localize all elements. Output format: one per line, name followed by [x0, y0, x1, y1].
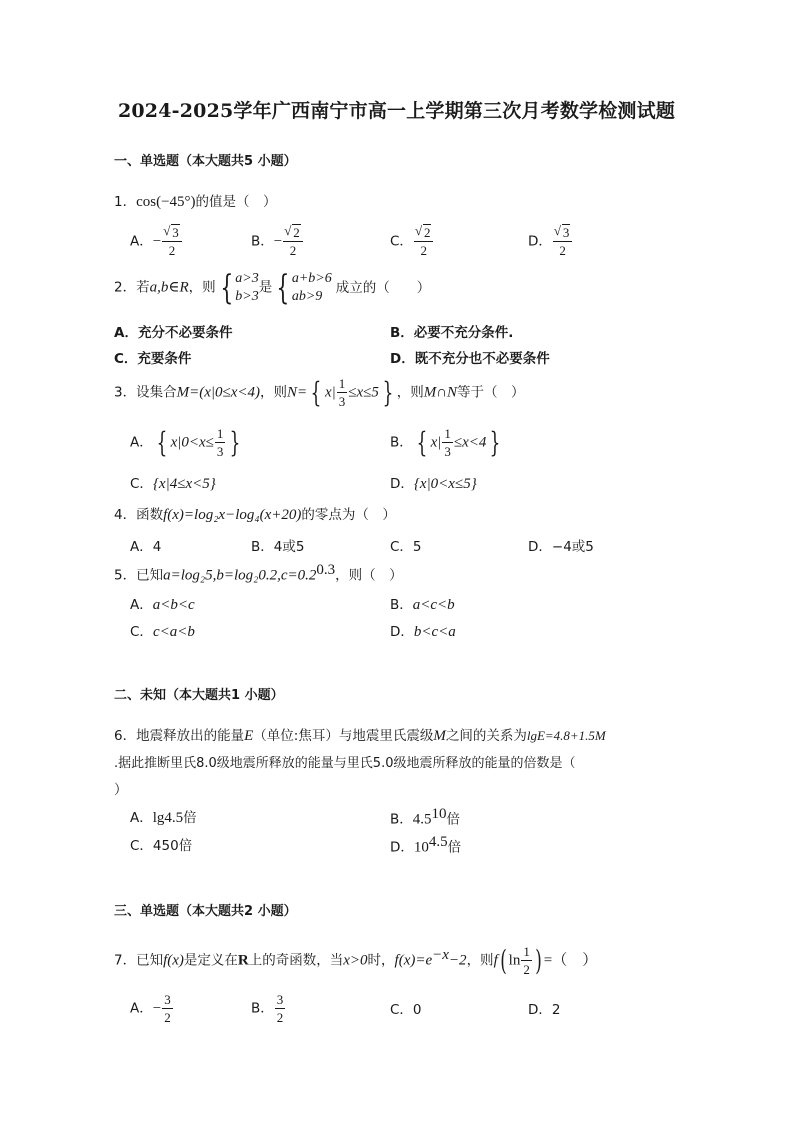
option-7c: C．0	[390, 1002, 422, 1018]
section-heading-1: 一、单选题（本大题共5 小题）	[114, 154, 297, 169]
fraction: √ $\frac{2}{2}$	[283, 226, 303, 257]
math-expression: cos(−45°)	[136, 194, 196, 210]
option-4d: D．−4或5	[528, 539, 594, 555]
option-6d: D．$10^{4.5}$倍	[390, 834, 462, 856]
page-title: 2024-2025学年广西南宁市高一上学期第三次月考数学检测试题	[117, 100, 676, 122]
fraction: $\frac{1}{3}$	[444, 426, 451, 459]
option-5b: B．a<c<b	[390, 597, 455, 613]
option-4a: A．4	[130, 539, 162, 555]
option-2d: D．既不充分也不必要条件	[390, 351, 550, 367]
option-2a: A．充分不必要条件	[114, 325, 233, 341]
inequality-system-2: { a+b>6 ab>9	[276, 267, 332, 308]
option-6a: A．lg4.5倍	[130, 810, 197, 826]
option-1c: C． √ $\frac{2}{2}$	[390, 226, 434, 257]
question-7: 7．已知f(x)是定义在R上的奇函数，当x>0时，$f(x)=e^{-x}-2$，则f( ln $\frac{1}{2}$ ) =（ ）	[114, 944, 598, 977]
option-1a: A．− √ $\frac{3}{2}$	[130, 226, 183, 257]
option-7d: D．2	[528, 1002, 561, 1018]
fraction: $\frac{3}{2}$	[276, 992, 284, 1025]
question-1	[114, 190, 277, 211]
option-5a: A．a<b<c	[130, 597, 195, 613]
fraction: √ $\frac{3}{2}$	[553, 226, 573, 257]
option-4b: B．4或5	[251, 539, 305, 555]
option-7b: B． $\frac{3}{2}$	[251, 992, 284, 1025]
fraction: $\frac{1}{3}$	[338, 376, 346, 409]
question-3: 3．设集合M=(x|0≤x<4)，则N= { x| $\frac{1}{3}$ ≤x≤5 } ，则M∩N等于（ ）	[114, 376, 525, 409]
option-3d: D．{x|0<x≤5}	[390, 476, 477, 492]
option-2b: B．必要不充分条件.	[390, 325, 514, 341]
option-5c: C．c<a<b	[130, 624, 195, 640]
inequality-system-1: { a>3 b>3	[219, 267, 259, 308]
fraction: $\frac{1}{3}$	[216, 426, 224, 459]
option-6b: B．$4.5^{10}$倍	[390, 806, 461, 828]
question-6-line-3: ）	[114, 782, 128, 798]
section-heading-3: 三、单选题（本大题共2 小题）	[114, 904, 297, 919]
option-2c: C．充要条件	[114, 351, 192, 367]
option-4c: C．5	[390, 539, 422, 555]
fraction: $\frac{3}{2}$	[164, 992, 171, 1025]
question-5: 5．已知$a=\log_25,b=\log_20.2,c=0.2^{0.3}$，则（ ）	[114, 562, 403, 584]
question-4: 4．函数f(x)=log₂x−log₄(x+20)的零点为（ ）	[114, 507, 396, 523]
question-6-line-1: 6．地震释放出的能量E（单位:焦耳）与地震里氏震级M之间的关系为lgE=4.8+1.5M	[114, 728, 606, 744]
question-6-line-2: .据此推断里氏8.0级地震所释放的能量与里氏5.0级地震所释放的能量的倍数是（	[114, 756, 576, 771]
fraction: $\frac{1}{2}$	[523, 944, 530, 977]
option-3c: C．{x|4≤x<5}	[130, 476, 216, 492]
fraction: √ $\frac{2}{2}$	[414, 226, 434, 257]
section-heading-2: 二、未知（本大题共1 小题）	[114, 688, 284, 703]
question-number: 1．	[114, 194, 137, 210]
option-3a: A． { x|0<x≤ $\frac{1}{3}$ }	[130, 426, 241, 459]
question-2: 2．若a,b∈R，则 { a>3 b>3 是 { a+b>6 ab>9 成立的（ ）	[114, 267, 431, 308]
option-1d: D． √ $\frac{3}{2}$	[528, 226, 573, 257]
option-3b: B． { x| $\frac{1}{3}$ ≤x<4 }	[390, 426, 501, 459]
question-text: 的值是（ ）	[195, 194, 277, 210]
option-1b: B．− √ $\frac{2}{2}$	[251, 226, 304, 257]
fraction: √ $\frac{3}{2}$	[162, 226, 182, 257]
option-7a: A．− $\frac{3}{2}$	[130, 992, 171, 1025]
option-6c: C．450倍	[130, 838, 193, 854]
option-5d: D．b<c<a	[390, 624, 456, 640]
